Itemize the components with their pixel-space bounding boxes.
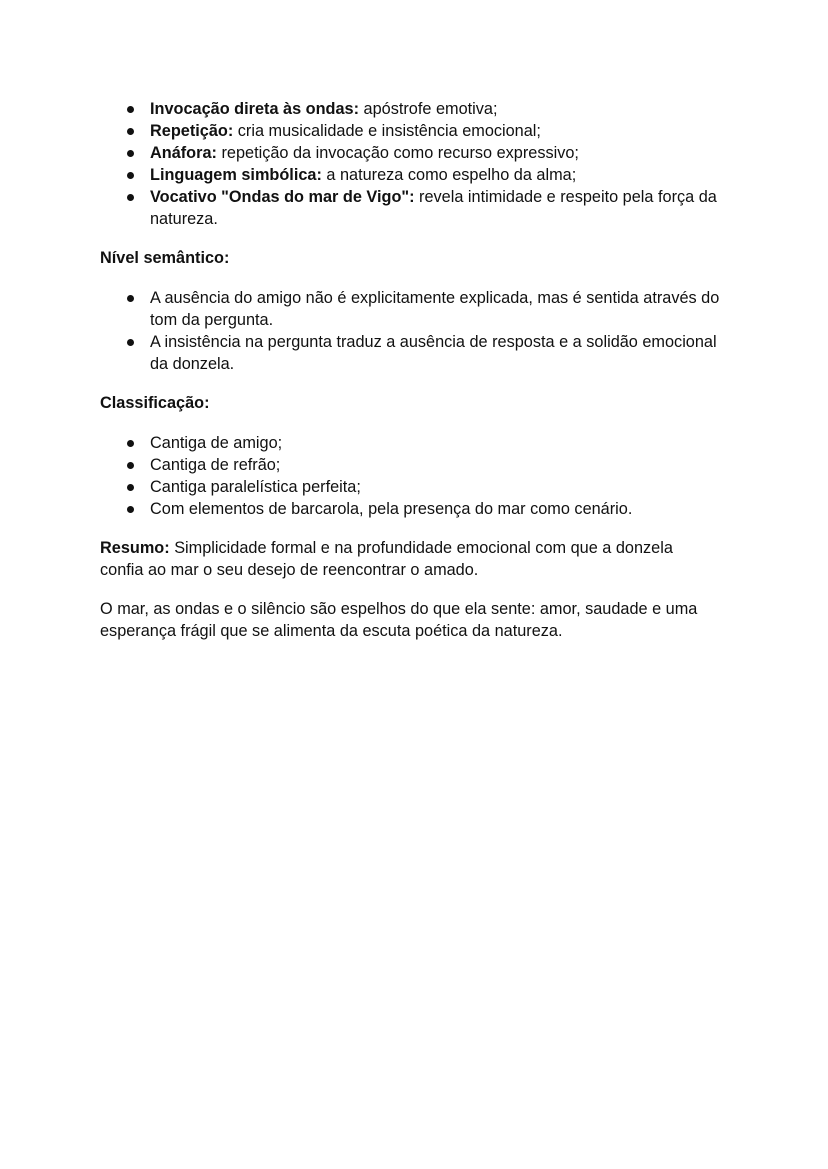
semantico-list: [100, 287, 720, 375]
section-heading-semantico: Nível semântico:: [100, 249, 230, 267]
term-label: Invocação direta às ondas:: [150, 100, 360, 118]
term-description: repetição da invocação como recurso expressivo;: [216, 144, 579, 162]
term-description: cria musicalidade e insistência emocional;: [233, 122, 541, 140]
list-item: Com elementos de barcarola, pela presença do mar como cenário.: [100, 498, 720, 520]
document-page: [100, 98, 720, 642]
list-item: [100, 120, 720, 142]
list-item: A insistência na pergunta traduz a ausência de resposta e a solidão emocional da donzela.: [100, 331, 720, 375]
term-label: Linguagem simbólica:: [150, 166, 322, 184]
list-item: [100, 186, 720, 230]
list-item: Cantiga de refrão;: [100, 454, 720, 476]
list-item: [100, 142, 720, 164]
resumo-paragraph: [100, 537, 720, 581]
term-label: Repetição:: [150, 122, 234, 140]
term-description: a natureza como espelho da alma;: [321, 166, 577, 184]
section-heading-classificacao: Classificação:: [100, 394, 210, 412]
term-label: Vocativo "Ondas do mar de Vigo":: [150, 188, 415, 206]
resumo-label: Resumo:: [100, 539, 170, 557]
list-item: [100, 98, 720, 120]
closing-paragraph: O mar, as ondas e o silêncio são espelhos do que ela sente: amor, saudade e uma esperança frágil que se alimenta da escuta poética da natureza.: [100, 600, 698, 640]
term-label: Anáfora:: [150, 144, 217, 162]
term-description: apóstrofe emotiva;: [359, 100, 498, 118]
list-item: A ausência do amigo não é explicitamente explicada, mas é sentida através do tom da pergunta.: [100, 287, 720, 331]
term-description: revela intimidade e respeito pela força da natureza.: [150, 188, 717, 228]
list-item: [100, 164, 720, 186]
recursos-list: [100, 98, 720, 230]
resumo-text: Simplicidade formal e na profundidade emocional com que a donzela confia ao mar o seu desejo de reencontrar o amado.: [100, 539, 673, 579]
list-item: Cantiga paralelística perfeita;: [100, 476, 720, 498]
list-item: Cantiga de amigo;: [100, 432, 720, 454]
classificacao-list: [100, 432, 720, 520]
